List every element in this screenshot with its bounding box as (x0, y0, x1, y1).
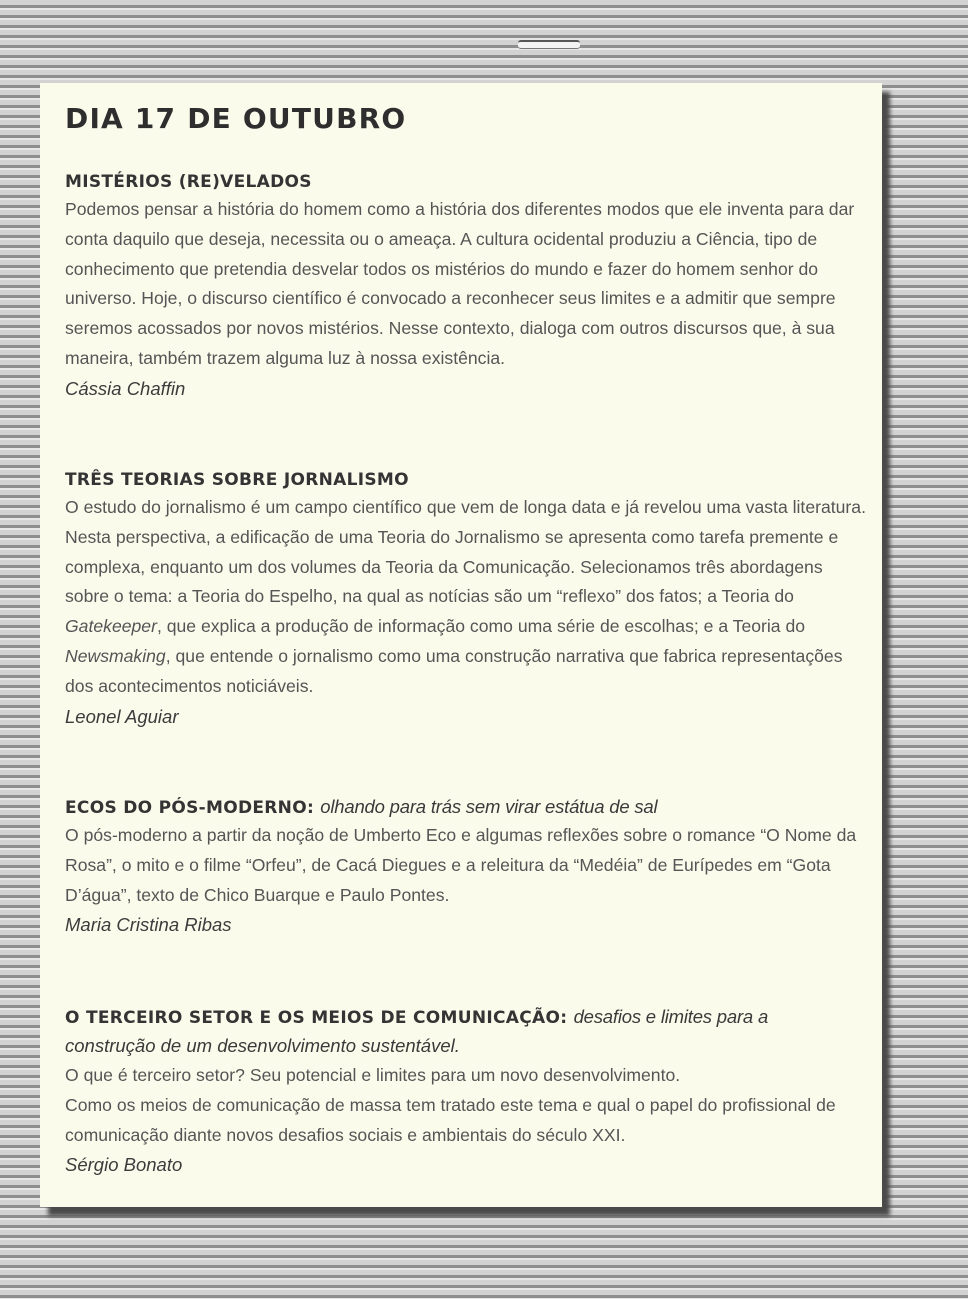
section-author: Cássia Chaffin (65, 377, 186, 399)
section-body: O pós-moderno a partir da noção de Umberto Eco e algumas reflexões sobre o romance “O Nome da Rosa”, o mito e o filme “Orfeu”, de Cacá Diegues e a releitura da “Medéia” de Eurípedes em “Gota D’água”, texto de Chico Buarque e Paulo Pontes. (65, 825, 857, 905)
section-misterios (65, 169, 866, 404)
section-title: TRÊS TEORIAS SOBRE JORNALISMO (65, 470, 409, 490)
section-author: Leonel Aguiar (65, 705, 179, 727)
section-subtitle: olhando para trás sem virar estátua de sal (320, 796, 658, 817)
section-body: Podemos pensar a história do homem como a história dos diferentes modos que ele inventa para dar conta daquilo que deseja, necessita ou o ameaça. A cultura ocidental produziu a Ciência, tipo de conhecimento que pretendia desvelar todos os mistérios do mundo e fazer do homem senhor do universo. Hoje, o discurso científico é convocado a reconhecer seus limites e a admitir que sempre seremos acossados por novos mistérios. Nesse contexto, dialoga com outros discursos que, à sua maneira, também trazem alguma luz à nossa existência. (65, 199, 855, 368)
section-terceiro-setor (65, 1004, 866, 1180)
program-card (40, 83, 882, 1207)
section-author: Sérgio Bonato (65, 1154, 183, 1176)
section-teorias-jornalismo (65, 467, 866, 732)
hanger-slot (518, 40, 580, 49)
section-title: O TERCEIRO SETOR E OS MEIOS DE COMUNICAÇÃO: desafios e limites para a (65, 1006, 769, 1028)
section-body-line: O que é terceiro setor? Seu potencial e limites para um novo desenvolvimento. (65, 1065, 681, 1085)
section-author: Maria Cristina Ribas (65, 914, 232, 936)
section-body: O estudo do jornalismo é um campo científico que vem de longa data e já revelou uma vasta literatura. Nesta perspectiva, a edificação de uma Teoria do Jornalismo se apresenta como tarefa premente e complexa, enquanto um dos volumes da Teoria da Comunicação. Selecionamos três abordagens sobre o tema: a Teoria do Espelho, na qual as notícias são um “reflexo” dos fatos; a Teoria do Gatekeeper, que explica a produção de informação como uma série de escolhas; e a Teoria do Newsmaking, que entende o jornalismo como uma construção narrativa que fabrica representações dos acontecimentos noticiáveis. (65, 497, 866, 696)
page-title: DIA 17 DE OUTUBRO (65, 102, 407, 135)
section-subtitle-cont: construção de um desenvolvimento sustentável. (65, 1035, 460, 1056)
section-subtitle: desafios e limites para a (573, 1006, 769, 1027)
section-body: Como os meios de comunicação de massa tem tratado este tema e qual o papel do profissional de comunicação diante novos desafios sociais e ambientais do século XXI. (65, 1094, 836, 1145)
section-title: MISTÉRIOS (RE)VELADOS (65, 172, 312, 192)
section-title: ECOS DO PÓS-MODERNO: olhando para trás sem virar estátua de sal (65, 796, 658, 818)
section-pos-moderno (65, 794, 866, 940)
